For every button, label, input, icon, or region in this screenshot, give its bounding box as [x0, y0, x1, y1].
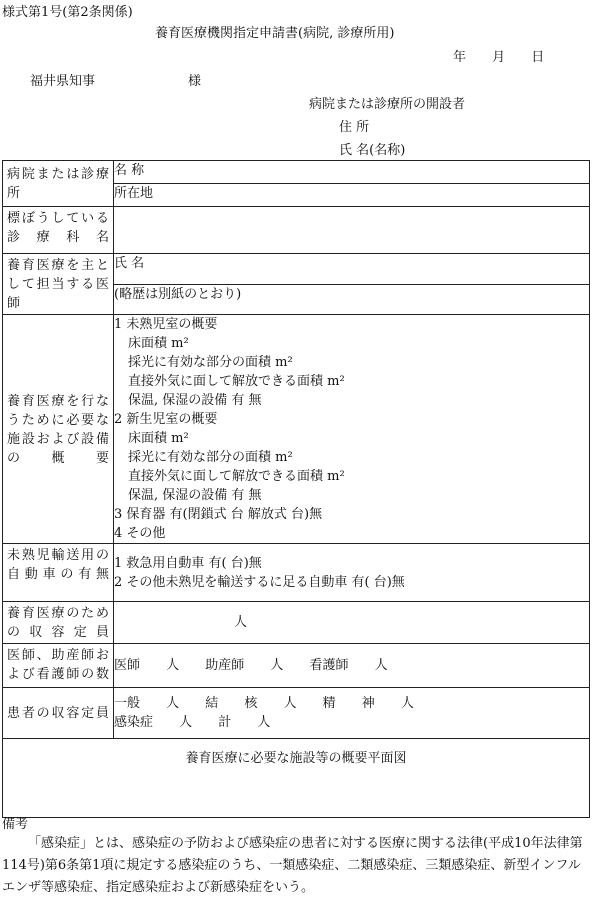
application-table	[2, 160, 590, 818]
departments-row	[3, 207, 590, 254]
hospital-name-label: 名 称	[114, 163, 145, 178]
doctor-name-label: 氏 名	[114, 256, 145, 271]
patients-label-cell	[3, 688, 114, 739]
facility-line: 直接外気に面して解放できる面積 m²	[128, 469, 345, 484]
honorific: 様	[188, 74, 202, 89]
hospital-location-label: 所在地	[114, 186, 154, 201]
patients-row	[3, 688, 590, 739]
staff-row	[3, 644, 590, 688]
facility-line: 保温, 保湿の設備 有 無	[128, 393, 262, 408]
patients-cell[interactable]	[114, 688, 590, 739]
facilities-cell[interactable]	[114, 315, 590, 544]
transport-label-cell	[3, 544, 114, 602]
hospital-name-cell[interactable]	[114, 161, 590, 184]
facility-line: 3 保育器 有(閉鎖式 台 解放式 台)無	[114, 507, 323, 522]
transport-label: 未熟児輸送用の自動車の有無	[7, 548, 110, 582]
address-label: 住 所	[339, 120, 370, 135]
facilities-label-cell	[3, 315, 114, 544]
transport-line: 2 その他未熟児を輸送するに足る自動車 有( 台)無	[114, 574, 405, 590]
hospital-row	[3, 161, 590, 184]
addressee: 福井県知事	[30, 74, 96, 89]
facility-line: 採光に有効な部分の面積 m²	[128, 355, 293, 370]
transport-row	[3, 544, 590, 602]
facilities-label: 養育医療を行なうために必要な施設および設備の概要	[7, 393, 110, 466]
patients-label: 患者の収容定員	[7, 706, 110, 721]
date-line: 年 月 日	[453, 50, 545, 65]
floor-plan-row	[3, 739, 590, 818]
hospital-label-cell	[3, 161, 114, 207]
facility-line: 採光に有効な部分の面積 m²	[128, 450, 293, 465]
facility-line: 2 新生児室の概要	[114, 412, 218, 427]
departments-label-cell	[3, 207, 114, 254]
patients-line-1: 一般 人 結 核 人 精 神 人	[114, 696, 414, 711]
doctor-note: (略歴は別紙のとおり)	[114, 286, 242, 302]
doctor-label: 養育医療を主として担当する医師	[7, 258, 110, 311]
staff-cell[interactable]	[114, 644, 590, 688]
notes-heading: 備考	[2, 817, 29, 832]
patients-line-2: 感染症 人 計 人	[114, 715, 271, 730]
departments-value-cell[interactable]	[114, 207, 590, 254]
facilities-row	[3, 315, 590, 544]
facility-line: 床面積 m²	[128, 431, 189, 446]
departments-label: 標ぼうしている診療科名	[7, 211, 110, 245]
hospital-location-cell[interactable]	[114, 184, 590, 207]
floor-plan-caption: 養育医療に必要な施設等の概要平面図	[185, 751, 407, 766]
hospital-label: 病院または診療所	[7, 167, 110, 201]
facility-line: 床面積 m²	[128, 336, 189, 351]
document-title: 養育医療機関指定申請書(病院, 診療所用)	[155, 26, 395, 41]
doctor-row	[3, 254, 590, 285]
notes-body: 「感染症」とは、感染症の予防および感染症の患者に対する医療に関する法律(平成10年法律第114号)第6条第1項に規定する感染症のうち、一類感染症、二類感染症、三類感染症、新型インフルエンザ等感染症、指定感染症および新感染症をいう。	[2, 836, 583, 895]
founder-label: 病院または診療所の開設者	[309, 97, 466, 112]
facility-line: 4 その他	[114, 526, 166, 541]
doctor-note-cell	[114, 284, 590, 315]
facility-line: 直接外気に面して解放できる面積 m²	[128, 374, 345, 389]
staff-label-cell	[3, 644, 114, 688]
capacity-label: 養育医療のための収容定員	[7, 606, 110, 640]
transport-cell[interactable]	[114, 544, 590, 602]
facility-line: 1 未熟児室の概要	[114, 317, 218, 332]
staff-label: 医師、助産師および看護師の数	[7, 648, 110, 682]
facility-line: 保温, 保湿の設備 有 無	[128, 488, 262, 503]
capacity-label-cell	[3, 602, 114, 644]
transport-line: 1 救急用自動車 有( 台)無	[114, 555, 262, 571]
capacity-row	[3, 602, 590, 644]
floor-plan-cell[interactable]	[3, 739, 590, 818]
capacity-unit: 人	[234, 615, 248, 630]
staff-counts: 医師 人 助産師 人 看護師 人	[114, 658, 388, 673]
doctor-name-cell[interactable]	[114, 254, 590, 285]
form-number: 様式第1号(第2条関係)	[2, 5, 133, 20]
doctor-label-cell	[3, 254, 114, 315]
applicant-name-label: 氏 名(名称)	[339, 143, 406, 158]
capacity-cell[interactable]	[114, 602, 590, 644]
